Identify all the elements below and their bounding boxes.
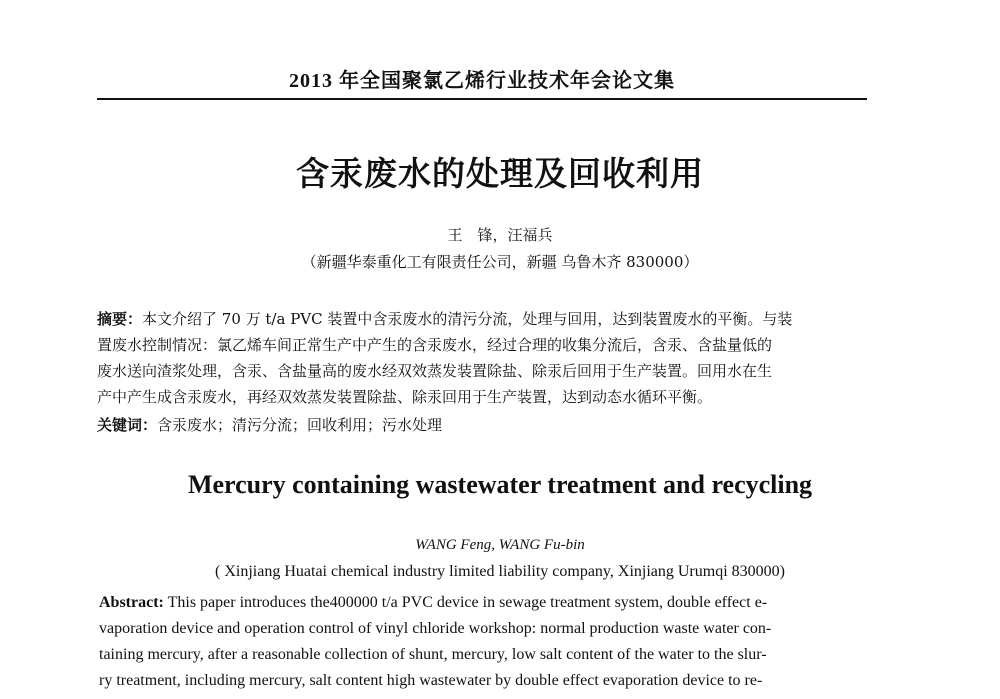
english-abstract-line [99, 590, 871, 616]
chinese-abstract-line: 废水送向渣浆处理，含汞、含盐量高的废水经双效蒸发装置除盐、除汞后回用于生产装置。回用水在生 [97, 362, 773, 380]
chinese-abstract-line: 产中产生成含汞废水，再经双效蒸发装置除盐、除汞回用于生产装置，达到动态水循环平衡。 [97, 388, 713, 406]
chinese-keywords [97, 412, 871, 438]
english-abstract-label: Abstract: [99, 594, 164, 611]
english-authors: WANG Feng, WANG Fu-bin [415, 537, 585, 553]
english-abstract-line: ry treatment, including mercury, salt content high wastewater by double effect evaporation device to re- [99, 672, 763, 689]
chinese-keywords-label: 关键词： [97, 416, 158, 434]
chinese-authors: 王 锋，汪福兵 [447, 226, 553, 244]
chinese-affiliation: （新疆华泰重化工有限责任公司，新疆 乌鲁木齐 830000） [301, 253, 699, 271]
chinese-title: 含汞废水的处理及回收利用 [296, 154, 704, 193]
chinese-abstract [97, 306, 871, 410]
chinese-abstract-text: 本文介绍了 70 万 t/a PVC 装置中含汞废水的清污分流，处理与回用，达到装置废水的平衡。与装 [142, 310, 793, 328]
running-header: 2013 年全国聚氯乙烯行业技术年会论文集 [289, 70, 675, 92]
chinese-abstract-line [97, 306, 871, 332]
english-abstract-text: This paper introduces the400000 t/a PVC device in sewage treatment system, double effect e- [167, 594, 768, 611]
english-abstract [99, 590, 871, 694]
english-abstract-line: vaporation device and operation control of vinyl chloride workshop: normal production waste water con- [99, 620, 772, 637]
chinese-keywords-text: 含汞废水；清污分流；回收利用；污水处理 [157, 416, 443, 434]
header-divider [97, 98, 867, 100]
english-abstract-line: taining mercury, after a reasonable collection of shunt, mercury, low salt content of the water to the slur- [99, 646, 767, 663]
english-title: Mercury containing wastewater treatment and recycling [187, 470, 813, 499]
chinese-abstract-line: 置废水控制情况：氯乙烯车间正常生产中产生的含汞废水，经过合理的收集分流后，含汞、含盐量低的 [97, 336, 773, 354]
chinese-abstract-label: 摘要： [97, 310, 143, 328]
english-affiliation: ( Xinjiang Huatai chemical industry limited liability company, Xinjiang Urumqi 830000) [215, 563, 785, 580]
